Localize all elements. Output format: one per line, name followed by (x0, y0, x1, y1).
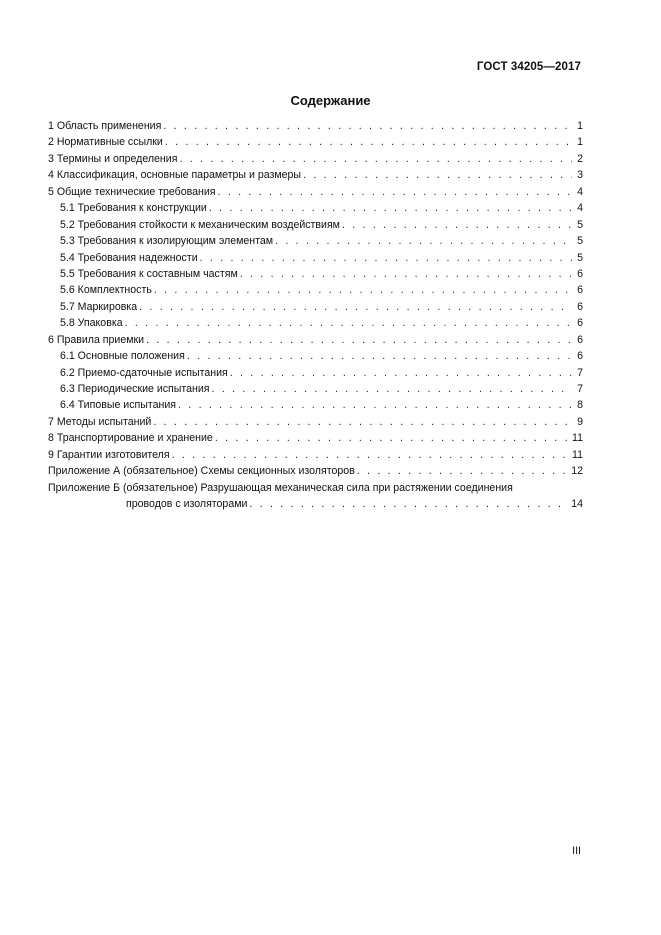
toc-entry-3[interactable] (48, 151, 583, 167)
toc-leader-dots (218, 184, 572, 200)
toc-entry-1[interactable] (48, 118, 583, 134)
toc-entry-page: 7 (577, 383, 583, 395)
toc-entry-page: 5 (577, 251, 583, 264)
toc-entry-page: 5 (577, 235, 583, 248)
toc-entry-page: 3 (577, 169, 583, 182)
toc-leader-dots (215, 430, 569, 446)
toc-entry-page: 9 (577, 415, 583, 428)
toc-entry-8[interactable] (48, 430, 583, 446)
toc-entry-6-1[interactable] (48, 348, 583, 364)
toc-title: Содержание (290, 93, 371, 108)
toc-entry-page: 5 (577, 218, 583, 231)
toc-entry-text: 5.1 Требования к конструкции (60, 202, 207, 215)
toc-entry-5-4[interactable] (48, 250, 583, 266)
toc-leader-dots (154, 282, 572, 298)
toc-leader-dots (303, 167, 572, 183)
toc-entry-text: 5 Общие технические требования (48, 185, 216, 198)
toc-entry-page: 6 (577, 267, 583, 280)
toc-leader-dots (146, 332, 572, 348)
toc-entry-page: 11 (572, 448, 583, 461)
toc-leader-dots (163, 118, 572, 134)
toc-entry-2[interactable] (48, 134, 583, 150)
toc-entry-page: 14 (571, 498, 583, 511)
toc-entry-text: 8 Транспортирование и хранение (48, 432, 213, 445)
toc-entry-5-7[interactable] (48, 299, 583, 315)
toc-entry-5-5[interactable] (48, 266, 583, 282)
toc-entry-5-3[interactable] (48, 233, 583, 249)
toc-leader-dots (139, 299, 572, 315)
toc-entry-page: 6 (577, 350, 583, 363)
toc-leader-dots (275, 233, 572, 249)
toc-entry-text-line-2: проводов с изоляторами (126, 498, 248, 511)
toc-entry-text: 5.3 Требования к изолирующим элементам (60, 235, 274, 248)
toc-entry-text: Приложение А (обязательное) Схемы секционных изоляторов (48, 465, 355, 478)
toc-entry-page: 12 (571, 465, 583, 478)
toc-entry-text: 5.8 Упаковка (60, 317, 123, 330)
toc-leader-dots (172, 447, 569, 463)
toc-entry-page: 6 (577, 333, 583, 346)
toc-leader-dots (187, 348, 572, 364)
toc-entry-5-1[interactable] (48, 200, 583, 216)
toc-entry-page: 6 (577, 284, 583, 297)
toc-entry-5-2[interactable] (48, 217, 583, 233)
toc-leader-dots (178, 397, 572, 413)
toc-entry-text: 7 Методы испытаний (48, 415, 152, 428)
toc-entry-9[interactable] (48, 447, 583, 463)
toc-leader-dots (209, 200, 572, 216)
toc-entry-text: 1 Область применения (48, 120, 162, 132)
toc-entry-6-2[interactable] (48, 365, 583, 381)
toc-leader-dots (200, 250, 572, 266)
toc-entry-6-4[interactable] (48, 397, 583, 413)
toc-entry-page: 6 (577, 300, 583, 313)
toc-leader-dots (357, 463, 568, 479)
toc-entry-page: 11 (572, 432, 583, 445)
toc-entry-page: 1 (577, 136, 583, 149)
toc-leader-dots (179, 151, 572, 167)
toc-entry-7[interactable] (48, 414, 583, 430)
toc-entry-text: 5.7 Маркировка (60, 300, 138, 313)
toc-entry-text-line-1: Приложение Б (обязательное) Разрушающая механическая сила при растяжении соединения (48, 481, 513, 494)
toc-leader-dots (249, 496, 568, 512)
toc-leader-dots (165, 134, 572, 150)
toc-entry-appendix-a[interactable] (48, 463, 583, 479)
toc-leader-dots (212, 381, 572, 397)
toc-entry-page: 7 (577, 366, 583, 379)
toc-entry-text: 5.2 Требования стойкости к механическим воздействиям (60, 218, 340, 231)
toc-leader-dots (125, 315, 572, 331)
toc-entry-page: 4 (577, 185, 583, 198)
toc-leader-dots (342, 217, 572, 233)
toc-entry-page: 4 (577, 202, 583, 215)
toc-entry-6[interactable] (48, 332, 583, 348)
toc-entry-text: 9 Гарантии изготовителя (48, 448, 170, 461)
toc-entry-text: 4 Классификация, основные параметры и размеры (48, 169, 302, 182)
toc-entry-text: 6.1 Основные положения (60, 350, 185, 363)
toc-entry-text: 6.3 Периодические испытания (60, 383, 210, 395)
toc-entry-5[interactable] (48, 184, 583, 200)
toc-entry-page: 1 (577, 120, 583, 132)
toc-entry-text: 2 Нормативные ссылки (48, 136, 163, 149)
toc-entry-5-8[interactable] (48, 315, 583, 331)
toc-entry-page: 6 (577, 317, 583, 330)
toc-entry-page: 2 (577, 152, 583, 165)
toc-entry-5-6[interactable] (48, 282, 583, 298)
toc-leader-dots (153, 414, 572, 430)
toc-leader-dots (230, 365, 572, 381)
toc-entry-text: 5.6 Комплектность (60, 284, 152, 297)
toc-leader-dots (240, 266, 572, 282)
toc-entry-6-3[interactable] (48, 381, 583, 397)
toc-entry-4[interactable] (48, 167, 583, 183)
toc-entry-text: 6.2 Приемо-сдаточные испытания (60, 366, 228, 379)
page-number: III (572, 845, 581, 857)
toc-entry-text: 5.4 Требования надежности (60, 251, 198, 264)
document-id: ГОСТ 34205—2017 (476, 61, 581, 73)
toc-entry-text: 3 Термины и определения (48, 152, 178, 165)
toc-entry-text: 5.5 Требования к составным частям (60, 267, 238, 280)
table-of-contents (48, 118, 583, 513)
toc-entry-appendix-b[interactable] (48, 480, 583, 513)
toc-entry-text: 6 Правила приемки (48, 333, 145, 346)
toc-entry-text: 6.4 Типовые испытания (60, 399, 176, 412)
toc-entry-page: 8 (577, 399, 583, 412)
